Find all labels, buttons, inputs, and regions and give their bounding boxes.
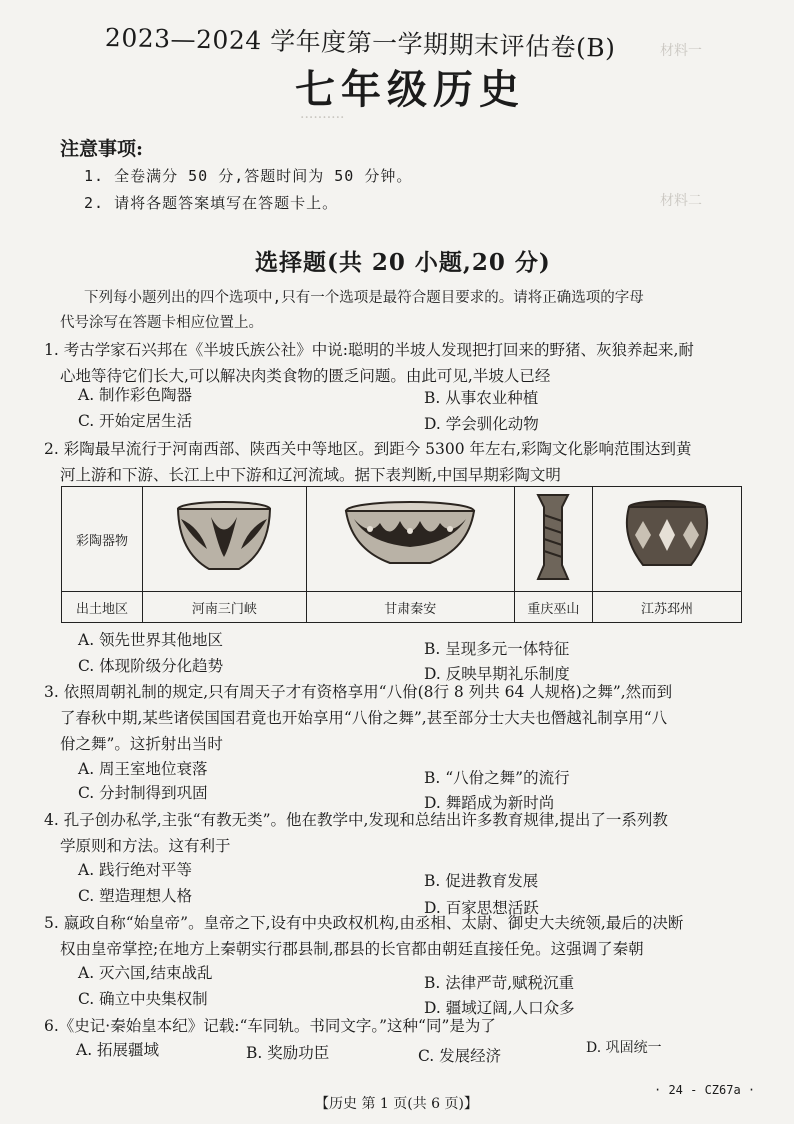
question-4-text: 4. 孔子创办私学,主张“有教无类”。他在教学中,发现和总结出许多教育规律,提出了一系列教 bbox=[44, 811, 668, 829]
q6-option-d: D. 巩固统一 bbox=[586, 1040, 662, 1056]
q2-option-a: A. 领先世界其他地区 bbox=[78, 631, 224, 649]
question-2-text: 河上游和下游、长江上中下游和辽河流域。据下表判断,中国早期彩陶文明 bbox=[60, 466, 561, 484]
q5-option-c: C. 确立中央集权制 bbox=[78, 990, 208, 1008]
region-cell: 甘肃秦安 bbox=[306, 592, 514, 623]
question-2-text: 2. 彩陶最早流行于河南西部、陕西关中等地区。到距今 5300 年左右,彩陶文化影响范围达到黄 bbox=[44, 440, 692, 458]
question-3-text: 了春秋中期,某些诸侯国国君竟也开始享用“八佾之舞”,甚至部分士大夫也僭越礼制享用“八 bbox=[60, 709, 668, 727]
q4-option-d: D. 百家思想活跃 bbox=[424, 899, 539, 917]
q4-option-c: C. 塑造理想人格 bbox=[78, 887, 193, 905]
section-title: 选择题(共 20 小题,20 分) bbox=[255, 249, 551, 276]
question-6-text: 6.《史记·秦始皇本纪》记载:“车同轨。书同文字。”这种“同”是为了 bbox=[44, 1017, 496, 1035]
q2-option-c: C. 体现阶级分化趋势 bbox=[78, 657, 224, 675]
q3-option-c: C. 分封制得到巩固 bbox=[78, 784, 208, 802]
exam-title: 2023—2024 学年度第一学期期末评估卷(B) bbox=[104, 23, 616, 63]
q6-option-c: C. 发展经济 bbox=[418, 1047, 502, 1065]
notice-item: 2. 请将各题答案填写在答题卡上。 bbox=[84, 194, 339, 212]
question-3-text: 3. 依照周朝礼制的规定,只有周天子才有资格享用“八佾(8行 8 列共 64 人规格)之舞”,然而到 bbox=[44, 683, 673, 701]
bleed-through-text: 材料一 bbox=[660, 43, 702, 59]
paper-code: · 24 - CZ67a · bbox=[654, 1083, 756, 1097]
pottery-image-sanmenxia bbox=[143, 487, 307, 592]
q3-option-a: A. 周王室地位衰落 bbox=[78, 760, 208, 778]
q4-option-a: A. 践行绝对平等 bbox=[78, 861, 193, 879]
pottery-basin-icon bbox=[340, 497, 480, 577]
pottery-image-qinan bbox=[306, 487, 514, 592]
page-footer: 【历史 第 1 页(共 6 页)】 bbox=[315, 1096, 478, 1112]
region-row-label: 出土地区 bbox=[62, 592, 143, 623]
q6-option-b: B. 奖励功臣 bbox=[246, 1044, 330, 1062]
pottery-tube-vase-icon bbox=[528, 491, 578, 583]
section-intro: 下列每小题列出的四个选项中,只有一个选项是最符合题目要求的。请将正确选项的字母 bbox=[84, 290, 644, 306]
pottery-image-wushan bbox=[514, 487, 592, 592]
pottery-table bbox=[61, 486, 742, 623]
question-1-text: 心地等待它们长大,可以解决肉类食物的匮乏问题。由此可见,半坡人已经 bbox=[60, 367, 551, 385]
pottery-bowl-icon bbox=[169, 497, 279, 577]
q4-option-b: B. 促进教育发展 bbox=[424, 872, 539, 890]
q3-option-d: D. 舞蹈成为新时尚 bbox=[424, 794, 555, 812]
region-cell: 江苏邳州 bbox=[592, 592, 741, 623]
question-5-text: 5. 嬴政自称“始皇帝”。皇帝之下,设有中央政权机构,由丞相、太尉、御史大夫统领,最后的决断 bbox=[44, 914, 684, 932]
region-cell: 河南三门峡 bbox=[143, 592, 307, 623]
exam-subject: 七年级历史 bbox=[295, 66, 525, 113]
q6-option-a: A. 拓展疆域 bbox=[76, 1041, 160, 1059]
notice-item: 1. 全卷满分 50 分,答题时间为 50 分钟。 bbox=[84, 167, 413, 185]
section-intro: 代号涂写在答题卡相应位置上。 bbox=[60, 315, 263, 331]
q1-option-b: B. 从事农业种植 bbox=[424, 389, 539, 407]
question-3-text: 佾之舞”。这折射出当时 bbox=[60, 735, 223, 753]
q5-option-b: B. 法律严苛,赋税沉重 bbox=[424, 974, 575, 992]
bleed-through-text: 材料二 bbox=[660, 193, 702, 209]
q3-option-b: B. “八佾之舞”的流行 bbox=[424, 769, 570, 787]
pottery-pot-icon bbox=[617, 497, 717, 577]
q5-option-a: A. 灭六国,结束战乱 bbox=[78, 964, 213, 982]
question-4-text: 学原则和方法。这有利于 bbox=[60, 837, 231, 855]
q1-option-d: D. 学会驯化动物 bbox=[424, 415, 539, 433]
question-5-text: 权由皇帝掌控;在地方上秦朝实行郡县制,郡县的长官都由朝廷直接任免。这强调了秦朝 bbox=[60, 940, 644, 958]
q5-option-d: D. 疆域辽阔,人口众多 bbox=[424, 999, 575, 1017]
question-1-text: 1. 考古学家石兴邦在《半坡氏族公社》中说:聪明的半坡人发现把打回来的野猪、灰狼养起来,耐 bbox=[44, 341, 694, 359]
notice-heading: 注意事项: bbox=[60, 138, 144, 160]
region-cell: 重庆巫山 bbox=[514, 592, 592, 623]
q2-option-d: D. 反映早期礼乐制度 bbox=[424, 665, 570, 683]
q2-option-b: B. 呈现多元一体特征 bbox=[424, 640, 570, 658]
pottery-row-label: 彩陶器物 bbox=[62, 487, 143, 592]
q1-option-a: A. 制作彩色陶器 bbox=[78, 386, 193, 404]
q1-option-c: C. 开始定居生活 bbox=[78, 412, 193, 430]
bleed-through-text: ·········· bbox=[300, 110, 345, 126]
pottery-image-pizhou bbox=[592, 487, 741, 592]
